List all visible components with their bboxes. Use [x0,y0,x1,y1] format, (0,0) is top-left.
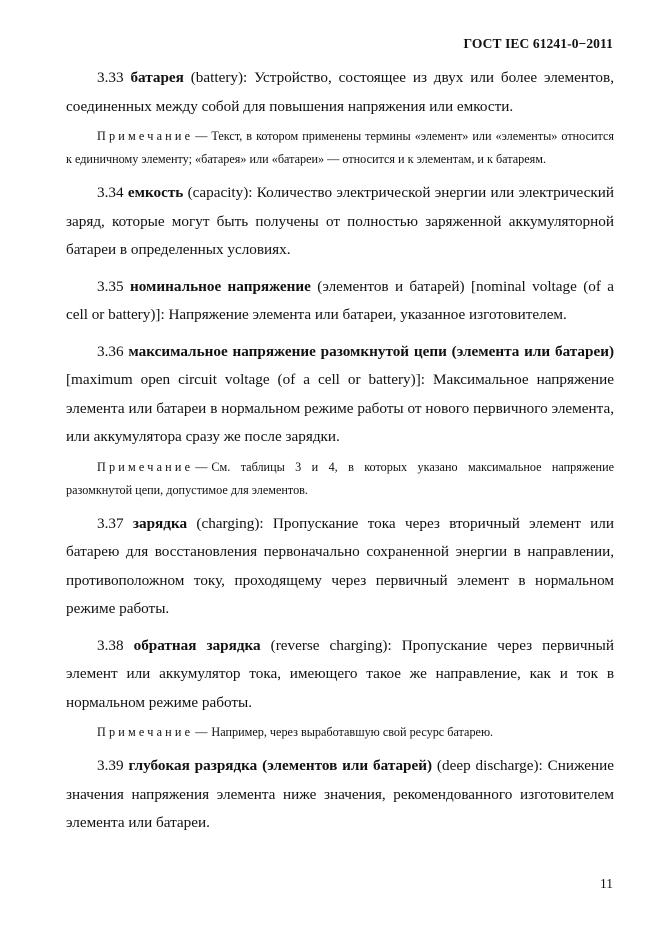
term-definition: [maximum open circuit voltage (of a cell or battery)]: Максимальное напряжение элемента или батареи в нормальном режиме работы от нового первичного элемента, или аккумулятора сразу же после зарядки. [66,371,614,445]
term-entry-3-39 [66,752,614,838]
term-definition: (reverse charging): Пропускание через первичный элемент или аккумулятор тока, имеющего такое же направление, как и ток в нормальном режиме работы. [66,636,614,711]
document-body [66,64,614,838]
term-entry-3-38 [66,632,614,718]
term-name: батарея [130,69,184,86]
note-3 [66,721,614,744]
page-number: 11 [600,876,613,891]
note-dash: — [195,459,208,474]
note-dash: — [195,129,208,143]
term-entry-3-34 [66,179,614,265]
term-definition: (capacity): Количество электрической энергии или электрический заряд, которые могут быть получены от полностью заряженной аккумуляторной батареи в определенных условиях. [66,184,615,258]
note-label: Примечание [97,129,194,143]
term-number: 3.36 [97,342,124,360]
term-number: 3.33 [97,69,124,86]
term-entry-3-33 [66,64,614,121]
term-name: емкость [127,184,184,201]
note-label: Примечание [97,725,194,739]
term-entry-3-36 [66,338,614,452]
note-dash: — [195,725,208,739]
note-label: Примечание [97,459,194,474]
term-definition: (элементов и батарей) [nominal voltage (of a cell or battery)]: Напряжение элемента или батареи, указанное изготовителем. [66,277,614,323]
term-number: 3.37 [97,514,124,532]
term-definition: (charging): Пропускание тока через вторичный элемент или батарею для восстановления первоначально сохраненной энергии в направлении, противоположном току, проходящему через первичный элемент в нормальном режиме работы. [66,514,614,617]
term-number: 3.39 [97,757,124,774]
term-name: обратная зарядка [133,636,261,654]
term-number: 3.34 [97,184,124,201]
standard-header: ГОСТ IEC 61241-0−2011 [463,36,613,51]
term-entry-3-35 [66,273,614,330]
term-number: 3.35 [97,277,124,295]
term-entry-3-37 [66,510,614,624]
term-name: зарядка [132,514,188,532]
term-number: 3.38 [97,636,124,654]
note-text: Например, через выработавшую свой ресурс батарею. [211,725,494,739]
term-name: глубокая разрядка (элементов или батарей) [128,757,433,774]
note-1 [66,125,614,171]
note-text: Текст, в котором применены термины «элемент» или «элементы» относится к единичному элементу; «батарея» или «батареи» — относится и к элементам, и к батареям. [66,129,614,166]
term-name: номинальное напряжение [129,277,311,295]
note-text: См. таблицы 3 и 4, в которых указано максимальное напряжение разомкнутой цепи, допустимое для элементов. [66,459,614,497]
note-2 [66,456,614,502]
term-definition: (deep discharge): Снижение значения напряжения элемента ниже значения, рекомендованного изготовителем элемента или батареи. [66,757,615,831]
term-definition: (battery): Устройство, состоящее из двух или более элементов, соединенных между собой для повышения напряжения или емкости. [66,69,614,115]
term-name: максимальное напряжение разомкнутой цепи (элемента или батареи) [128,342,614,360]
